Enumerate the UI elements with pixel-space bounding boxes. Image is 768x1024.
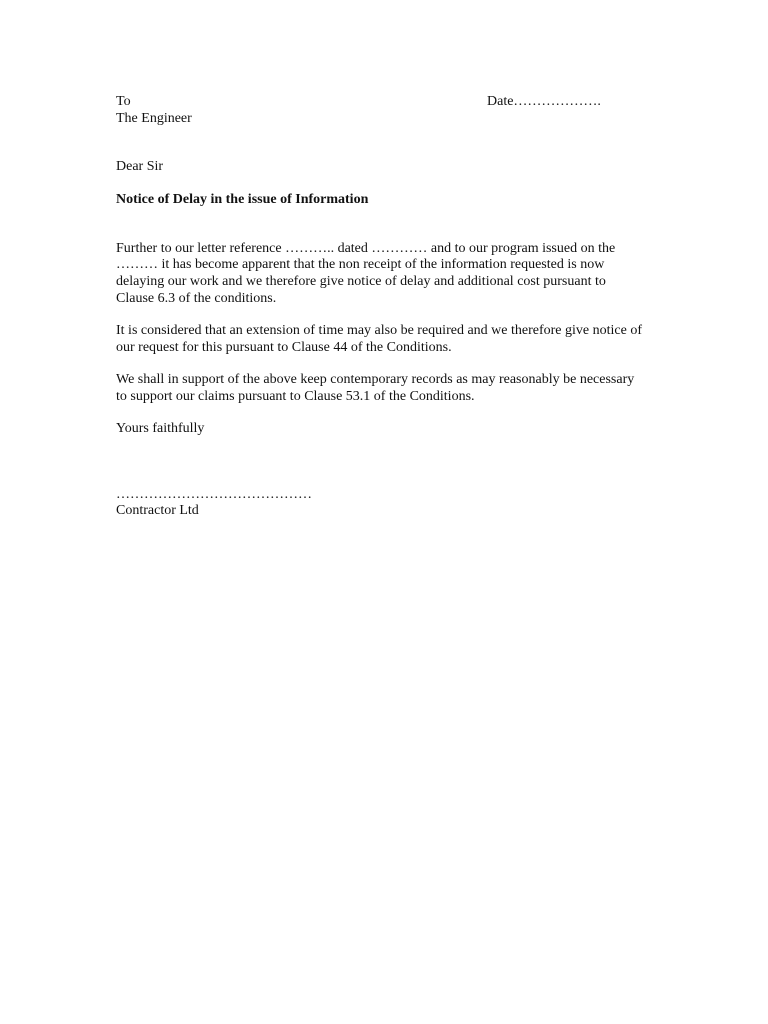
to-label: To: [116, 94, 131, 109]
paragraph-line: our request for this pursuant to Clause 44 of the Conditions.: [116, 340, 452, 355]
paragraph-line: It is considered that an extension of time may also be required and we therefore give notice of: [116, 323, 642, 338]
salutation: Dear Sir: [116, 159, 164, 174]
closing: Yours faithfully: [116, 421, 205, 436]
paragraph-line: We shall in support of the above keep contemporary records as may reasonably be necessary: [116, 372, 635, 387]
paragraph-line: to support our claims pursuant to Clause 53.1 of the Conditions.: [116, 389, 475, 404]
paragraph-line: delaying our work and we therefore give notice of delay and additional cost pursuant to: [116, 274, 606, 289]
paragraph-line: Clause 6.3 of the conditions.: [116, 291, 277, 306]
paragraph-line: Further to our letter reference ……….. dated ………… and to our program issued on the: [116, 241, 616, 256]
signatory-name: Contractor Ltd: [116, 503, 199, 518]
date-field: Date……………….: [487, 94, 601, 109]
letter-subject: Notice of Delay in the issue of Information: [116, 192, 369, 207]
recipient-name: The Engineer: [116, 111, 192, 126]
signature-line: ……………………………………: [116, 487, 312, 502]
paragraph-line: ……… it has become apparent that the non receipt of the information requested is now: [116, 257, 605, 272]
